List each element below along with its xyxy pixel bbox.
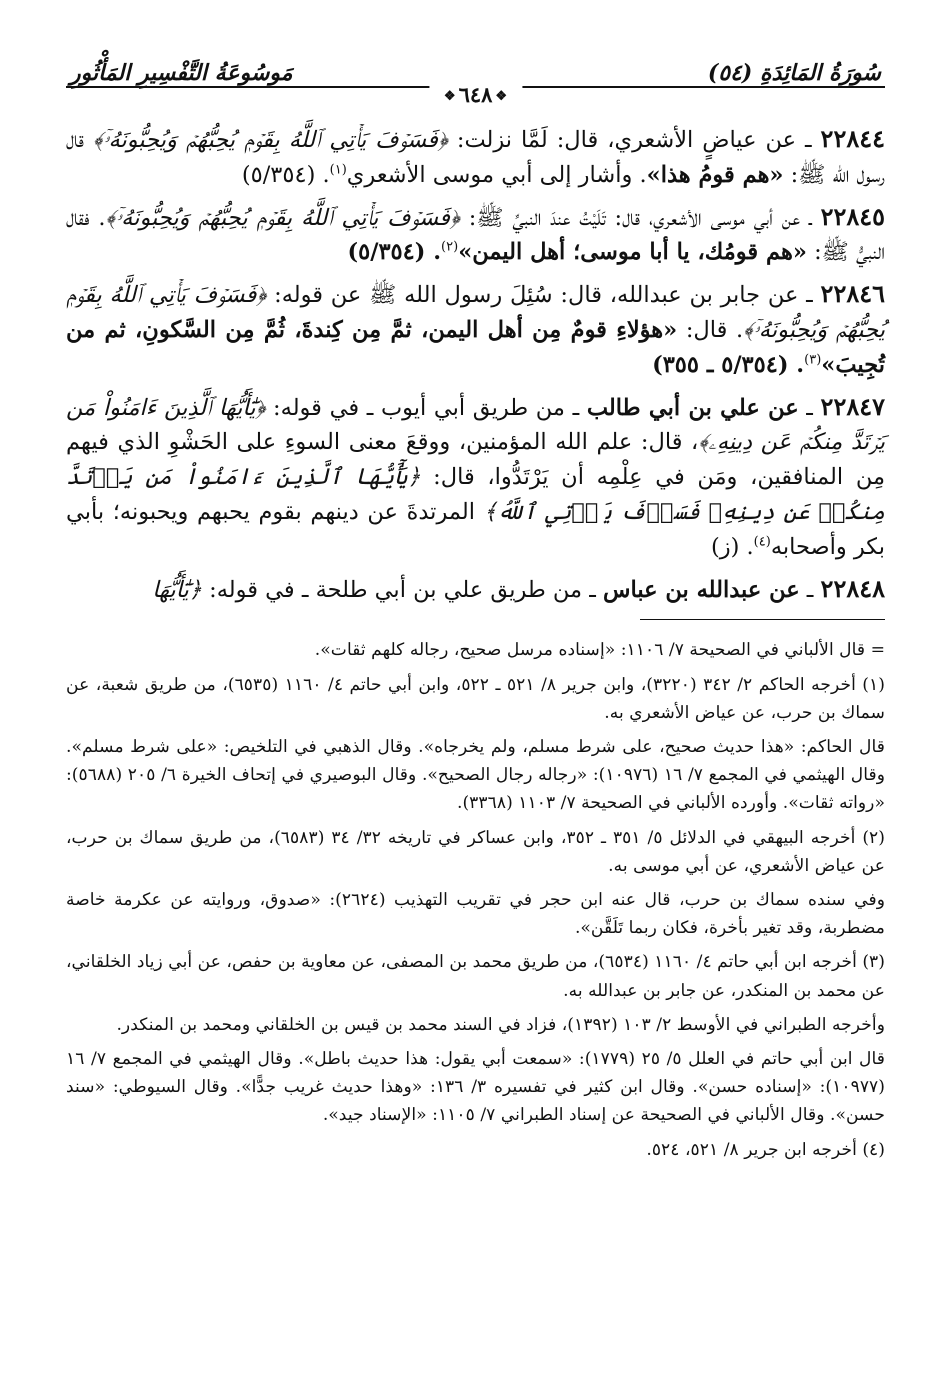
ornament-icon: ❖: [495, 89, 508, 104]
narration-text: . قال:: [677, 316, 744, 343]
footnotes: [66, 636, 885, 1163]
page-number: ٦٤٨: [458, 82, 493, 107]
hadith-quote: «هم قومُك، يا أبا موسى؛ أهل اليمن»: [458, 239, 807, 266]
quran-verse: ﴿فَسَوۡفَ يَأۡتِي ٱللَّهُ بِقَوۡمٖ يُحِبُّهُمۡ وَيُحِبُّونَهُۥٓ﴾: [66, 282, 885, 343]
narration-text: ـ من طريق أبي أيوب ـ في قوله:: [265, 394, 587, 421]
narration-number: ٢٢٨٤٧: [820, 391, 885, 421]
footnote-ref[interactable]: (٤): [753, 534, 771, 550]
book-title: مَوسُوعَةُ التَّفْسِيرِ المَأْثُورِ: [70, 60, 293, 86]
narration-text: ـ: [798, 394, 821, 421]
footnote-4: (٤) أخرجه ابن جرير ٨/ ٥٢١، ٥٢٤.: [646, 1139, 885, 1160]
narration-number: ٢٢٨٤٦: [820, 279, 885, 309]
quran-verse: ﴿فَسَوۡفَ يَأۡتِي ٱللَّهُ بِقَوۡمٖ يُحِبُّهُمۡ وَيُحِبُّونَهُۥٓ﴾: [105, 204, 460, 231]
narration-text: ـ من طريق علي بن أبي طلحة ـ في قوله:: [202, 576, 604, 603]
volume-ref: . (ز): [710, 533, 754, 560]
footnote-2: (٢) أخرجه البيهقي في الدلائل ٥/ ٣٥١ ـ ٣٥٢، وابن عساكر في تاريخه ٣٢/ ٣٤ (٦٥٨٣)، من طريق سماك بن حرب، عن عياض الأشعري، عن أبي موسى به.: [66, 827, 885, 876]
footnote-ref[interactable]: (١): [329, 162, 347, 178]
narration-22844: [66, 122, 885, 193]
narration-text: ـ: [799, 576, 821, 603]
volume-ref: . (٥/٣٥٤ ـ ٣٥٥): [652, 351, 805, 378]
narration-number: ٢٢٨٤٥: [820, 201, 886, 231]
narration-22845: [66, 200, 885, 271]
surah-title: سُورَةُ المَائِدَةِ (٥٤): [707, 60, 881, 86]
footnote-1-note: قال الحاكم: «هذا حديث صحيح، على شرط مسلم، ولم يخرجاه». وقال الذهبي في التلخيص: «على شرط مسلم». وقال الهيثمي في المجمع ٧/ ١٦ (١٠٩٧٦): «رجاله رجال الصحيح». وقال البوصيري في إتحاف الخيرة ٦/ ٢٠٥ (٥٦٨٨): «رواته ثقات». وأورده الألباني في الصحيحة ٧/ ١١٠٣ (٣٣٦٨).: [66, 736, 885, 814]
hadith-quote: «هم قومُ هذا»: [646, 161, 784, 188]
narration-text: المرتدةَ عن دينهم بقوم يحبهم ويحبونه؛ بأبي بكر وأصحابه: [66, 498, 885, 560]
footnote-3-note: وأخرجه الطبراني في الأوسط ٢/ ١٠٣ (١٣٩٢)، فزاد في السند محمد بن قيس بن الخلقاني ومحمد بن المنكدر.: [116, 1014, 885, 1035]
footnote-continuation: = قال الألباني في الصحيحة ٧/ ١١٠٦: «إسناده مرسل صحيح، رجاله كلهم ثقات».: [314, 640, 885, 661]
narration-text: ـ عن عياضٍ الأشعري، قال: لَمَّا نزلت:: [447, 127, 821, 153]
narration-number: ٢٢٨٤٨: [820, 573, 885, 603]
quran-verse: ﴿يَٰٓأَيُّهَا ٱلَّذِينَ ءَامَنُواْ مَن يَرۡتَدَّ مِنكُمۡ عَن دِينِهِۦ فَسَوۡفَ يَأۡتِي ٱللَّهُ﴾: [66, 464, 885, 525]
running-header: [66, 58, 885, 107]
narration-text: . وأشار إلى أبي موسى الأشعري: [346, 161, 647, 188]
footnote-1: (١) أخرجه الحاكم ٢/ ٣٤٢ (٣٢٢٠)، وابن جرير ٨/ ٥٢١ ـ ٥٢٢، وابن أبي حاتم ٤/ ١١٦٠ (٦٥٣٥)، من طريق شعبة، عن سماك بن حرب، عن عياض الأشعري به.: [66, 674, 885, 723]
narration-text: . فقال النبيُّ ﷺ:: [66, 204, 885, 266]
ornament-icon: ❖: [443, 89, 456, 104]
page-number-box: [429, 82, 522, 107]
footnote-3-note: قال ابن أبي حاتم في العلل ٥/ ٢٥ (١٧٧٩): «سمعت أبي يقول: هذا حديث باطل». وقال الهيثمي في المجمع ٧/ ١٦ (١٠٩٧٧): «إسناده حسن». وقال ابن كثير في تفسيره ٣/ ١٣٦: «وهذا حديث غريب جدًّا». وقال السيوطي: «سند حسن». وقال الألباني في الصحيحة عن إسناد الطبراني ٧/ ١١٠٥: «الإسناد جيد».: [66, 1049, 886, 1126]
narrator-name: عن علي بن أبي طالب: [586, 394, 799, 421]
narration-text: ، قال: علم الله المؤمنين، ووقعَ معنى السوءِ على الحَشْوِ الذي فيهم مِن المنافقين، ومَن في عِلْمِه أن يَرْتَدُّوا، قال:: [66, 429, 886, 491]
footnote-divider: [640, 619, 885, 620]
footnote-ref[interactable]: (٣): [804, 352, 822, 368]
footnote-2-note: وفي سنده سماك بن حرب، قال عنه ابن حجر في تقريب التهذيب (٢٦٢٤): «صدوق، وروايته عن عكرمة خاصة مضطربة، وقد تغير بأخرة، فكان ربما تَلَقَّن».: [66, 889, 886, 939]
narrator-name: عن عبدالله بن عباس: [603, 576, 800, 603]
hadith-quote: «هؤلاءِ قومٌ مِن أهل اليمن، ثمَّ مِن كِندةَ، ثُمَّ مِن السَّكونِ، ثم من تُجِيبَ»: [66, 316, 885, 378]
quran-verse: ﴿يَٰٓأَيُّهَا ٱلَّذِينَ ءَامَنُواْ مَن يَرۡتَدَّ مِنكُمۡ عَن دِينِهِۦ﴾: [66, 394, 886, 456]
quran-verse: ﴿يَٰٓأَيُّهَا: [152, 576, 202, 603]
volume-ref: . (٥/٣٥٤): [347, 239, 442, 266]
narration-22848: [66, 572, 885, 608]
quran-verse: ﴿فَسَوۡفَ يَأۡتِي ٱللَّهُ بِقَوۡمٖ يُحِبُّهُمۡ وَيُحِبُّونَهُۥٓ﴾: [92, 127, 448, 153]
narration-text: ـ عن جابر بن عبدالله، قال: سُئِلَ رسول الله ﷺ عن قوله:: [266, 282, 821, 309]
narration-22846: [66, 277, 885, 382]
footnote-3: (٣) أخرجه ابن أبي حاتم ٤/ ١١٦٠ (٦٥٣٤)، من طريق محمد بن المصفى، عن معاوية بن حفص، عن أبي زياد الخلقاني، عن محمد بن المنكدر، عن جابر بن عبدالله به.: [66, 952, 885, 1001]
footnote-ref[interactable]: (٢): [441, 239, 459, 255]
narration-text: ـ عن أبي موسى الأشعري، قال: تَلَيْتُ عندَ النبيِّ ﷺ:: [459, 204, 821, 231]
narration-22847: [66, 390, 885, 565]
narration-text: قال رسول الله ﷺ:: [66, 127, 885, 188]
main-text: [66, 122, 885, 607]
volume-ref: . (٥/٣٥٤): [241, 161, 330, 188]
narration-number: ٢٢٨٤٤: [820, 124, 885, 153]
